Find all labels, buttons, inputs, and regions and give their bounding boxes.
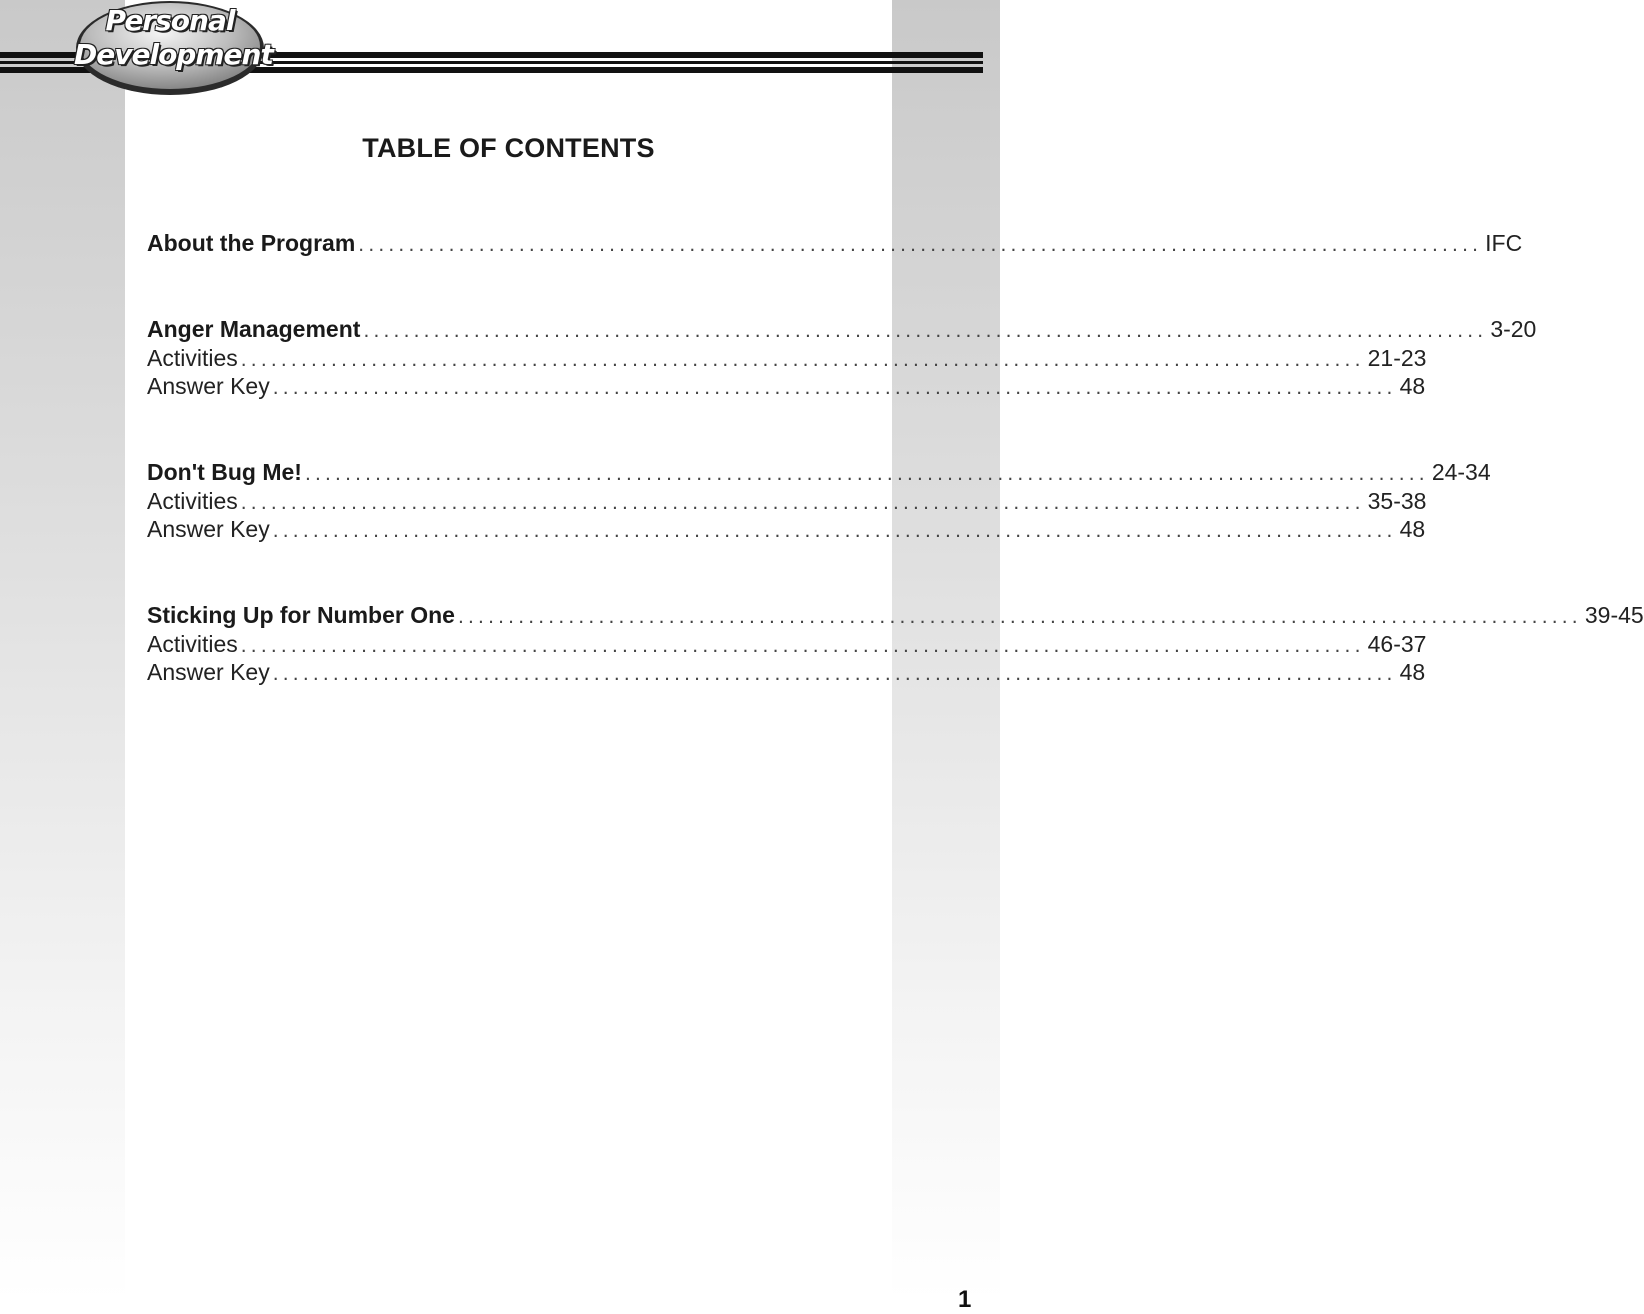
toc-entry bbox=[147, 601, 1644, 629]
dot-leader: ................................................................................................................ bbox=[457, 605, 1582, 628]
toc-entry-page: IFC bbox=[1485, 230, 1523, 256]
toc-entry bbox=[147, 630, 1427, 658]
dot-leader: ................................................................................................................ bbox=[272, 519, 1397, 542]
logo-line-development: Development bbox=[74, 38, 273, 71]
dot-leader: ................................................................................................................ bbox=[240, 348, 1365, 371]
dot-leader: ................................................................................................................ bbox=[358, 233, 1483, 256]
toc-entry bbox=[147, 344, 1427, 372]
toc-entry-page: 48 bbox=[1399, 373, 1426, 399]
logo-line-personal: Personal bbox=[105, 4, 235, 37]
dot-leader: ................................................................................................................ bbox=[304, 462, 1429, 485]
dot-leader: ................................................................................................................ bbox=[272, 376, 1397, 399]
toc-entry bbox=[147, 458, 1491, 486]
toc-entry bbox=[147, 515, 1426, 543]
toc-entry-label: Don't Bug Me! bbox=[147, 459, 302, 485]
toc-entry-label: About the Program bbox=[147, 230, 356, 256]
dot-leader: ................................................................................................................ bbox=[272, 662, 1397, 685]
dot-leader: ................................................................................................................ bbox=[363, 319, 1488, 342]
toc-entry-label: Activities bbox=[147, 488, 238, 514]
toc-entry-page: 35-38 bbox=[1367, 488, 1427, 514]
dot-leader: ................................................................................................................ bbox=[240, 634, 1365, 657]
toc-entry-page: 48 bbox=[1399, 516, 1426, 542]
page-title: TABLE OF CONTENTS bbox=[362, 133, 655, 163]
toc-entry bbox=[147, 372, 1426, 400]
toc-entry-label: Answer Key bbox=[147, 516, 270, 542]
toc-entry bbox=[147, 658, 1426, 686]
toc-entry-label: Activities bbox=[147, 631, 238, 657]
toc-entry-page: 39-45 bbox=[1584, 602, 1644, 628]
toc-entry-label: Activities bbox=[147, 345, 238, 371]
toc-entry-label: Answer Key bbox=[147, 373, 270, 399]
toc-entry-label: Sticking Up for Number One bbox=[147, 602, 455, 628]
page-number: 1 bbox=[958, 1286, 972, 1313]
toc-entry bbox=[147, 487, 1427, 515]
toc-entry-label: Anger Management bbox=[147, 316, 361, 342]
toc-entry bbox=[147, 315, 1537, 343]
toc-entry bbox=[147, 229, 1523, 257]
toc-entry-page: 3-20 bbox=[1490, 316, 1537, 342]
toc-entry-label: Answer Key bbox=[147, 659, 270, 685]
toc-entry-page: 46-37 bbox=[1367, 631, 1427, 657]
toc-entry-page: 48 bbox=[1399, 659, 1426, 685]
dot-leader: ................................................................................................................ bbox=[240, 491, 1365, 514]
toc-entry-page: 24-34 bbox=[1431, 459, 1491, 485]
toc-entry-page: 21-23 bbox=[1367, 345, 1427, 371]
left-margin-band bbox=[0, 0, 125, 1300]
